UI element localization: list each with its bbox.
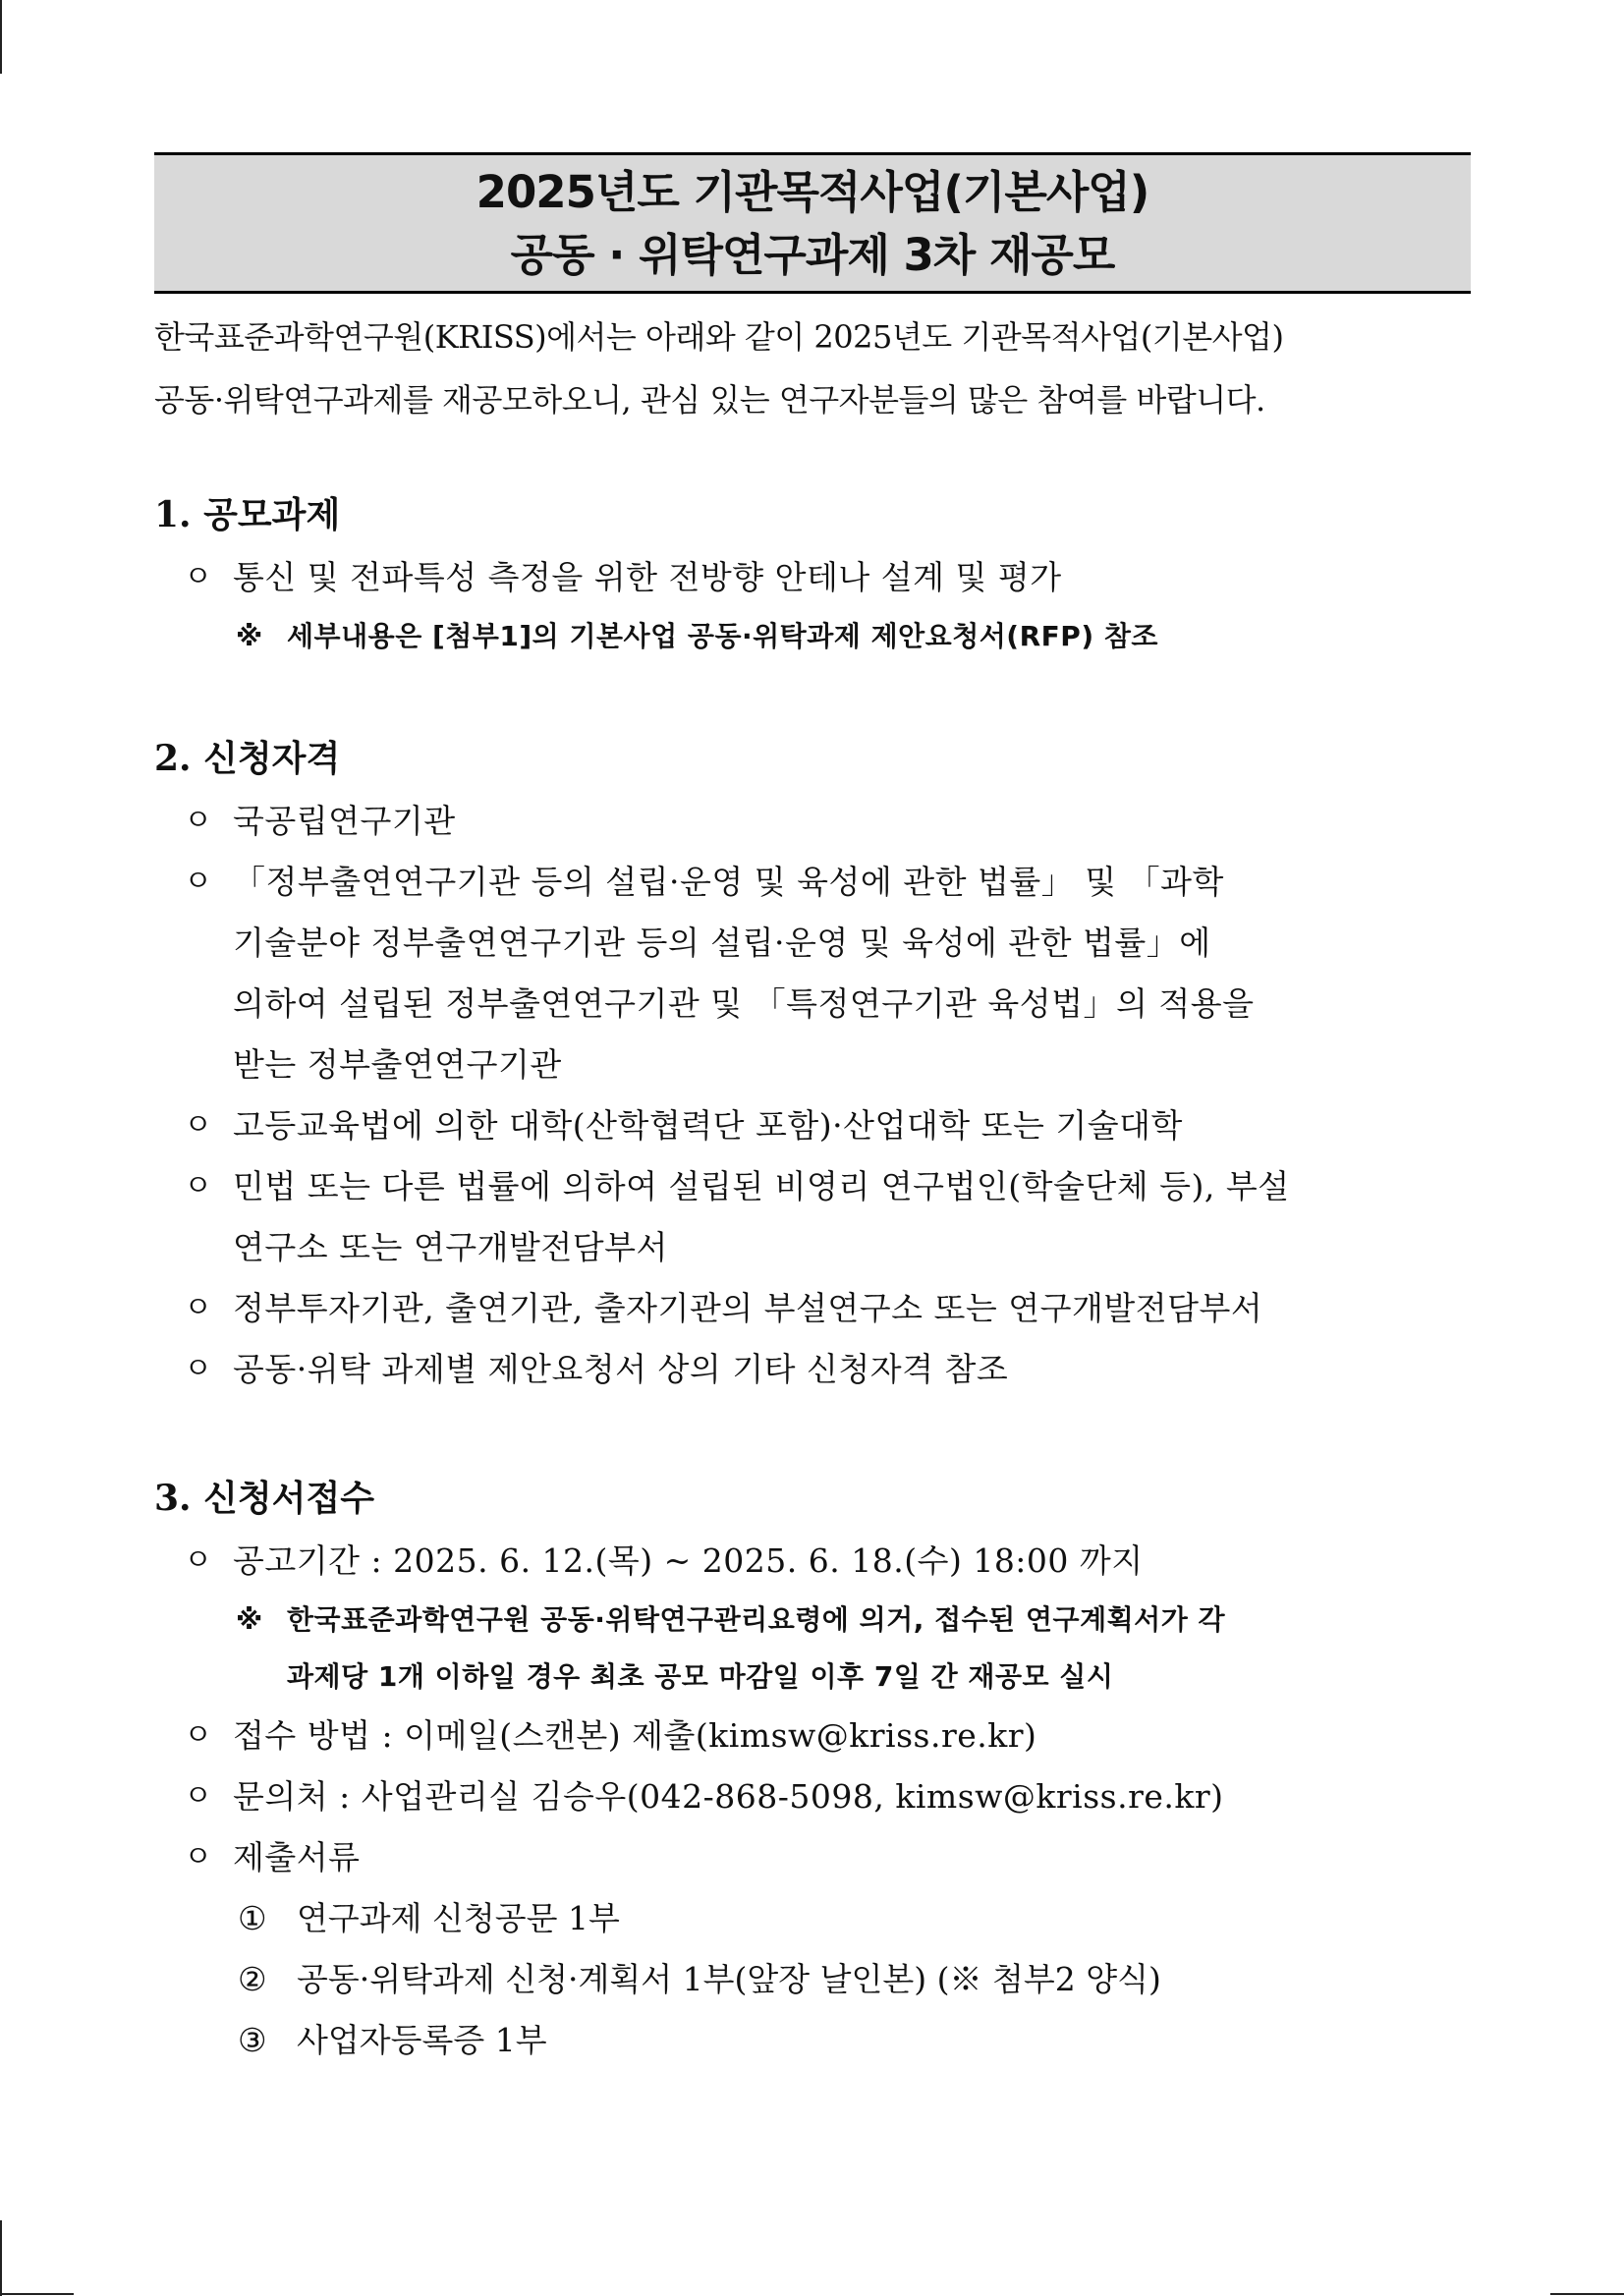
- item-text-line-3: 의하여 설립된 정부출연연구기관 및 「특정연구기관 육성법」의 적용을: [233, 984, 1255, 1023]
- bullet-icon: ㅇ: [184, 1779, 213, 1814]
- section-3-title: 3. 신청서접수: [154, 1478, 374, 1519]
- section-2-item-1: [154, 791, 1471, 852]
- item-text-line-4: 받는 정부출연연구기관: [233, 1045, 562, 1084]
- circled-number-2: ②: [238, 1960, 267, 1998]
- document-page: [154, 152, 1471, 2071]
- item-text: 고등교육법에 의한 대학(산학협력단 포함)·산업대학 또는 기술대학: [233, 1106, 1183, 1145]
- document-item-text: 연구과제 신청공문 1부: [297, 1899, 620, 1937]
- intro-line-2: 공동·위탁연구과제를 재공모하오니, 관심 있는 연구자분들의 많은 참여를 바랍니다.: [154, 381, 1265, 419]
- section-2-item-4: [154, 1156, 1471, 1278]
- bullet-icon: ㅇ: [184, 865, 213, 899]
- corner-mark-bottom-left: [0, 2220, 2, 2296]
- document-title: [154, 152, 1471, 294]
- item-text: 국공립연구기관: [233, 802, 456, 840]
- item-text-line-1: 민법 또는 다른 법률에 의하여 설립된 비영리 연구법인(학술단체 등), 부설: [233, 1167, 1290, 1205]
- document-list-item: [154, 2010, 1471, 2071]
- section-3-note: [154, 1592, 1471, 1706]
- section-1-title: 1. 공모과제: [154, 494, 341, 535]
- document-list-item: [154, 1949, 1471, 2010]
- document-item-text: 공동·위탁과제 신청·계획서 1부(앞장 날인본) (※ 첨부2 양식): [297, 1960, 1161, 1998]
- bullet-icon: ㅇ: [184, 1291, 213, 1325]
- item-text-line-2: 연구소 또는 연구개발전담부서: [233, 1228, 668, 1266]
- intro-line-1: 한국표준과학연구원(KRISS)에서는 아래와 같이 2025년도 기관목적사업(기본사업): [154, 318, 1284, 356]
- bullet-icon: ㅇ: [184, 560, 213, 594]
- circled-number-1: ①: [238, 1899, 267, 1937]
- note-text-line-2: 과제당 1개 이하일 경우 최초 공모 마감일 이후 7일 간 재공모 실시: [287, 1660, 1114, 1693]
- section-2-item-3: [154, 1095, 1471, 1156]
- title-line-2: 공동 · 위탁연구과제 3차 재공모: [510, 229, 1115, 281]
- section-2-item-5: [154, 1278, 1471, 1339]
- section-3-period: [154, 1531, 1471, 1592]
- documents-label: 제출서류: [233, 1838, 361, 1876]
- circled-number-3: ③: [238, 2021, 267, 2059]
- corner-mark-bottom-left-h: [0, 2293, 74, 2295]
- section-3-documents: [154, 1827, 1471, 1888]
- section-3-method: [154, 1706, 1471, 1766]
- title-line-1: 2025년도 기관목적사업(기본사업): [476, 166, 1149, 218]
- note-mark-icon: ※: [236, 620, 263, 652]
- item-text: 정부투자기관, 출연기관, 출자기관의 부설연구소 또는 연구개발전담부서: [233, 1289, 1263, 1327]
- method-text: 접수 방법 : 이메일(스캔본) 제출(kimsw@kriss.re.kr): [233, 1716, 1037, 1755]
- corner-mark-top-left: [0, 0, 2, 74]
- bullet-icon: ㅇ: [184, 1352, 213, 1386]
- document-item-text: 사업자등록증 1부: [297, 2021, 547, 2059]
- section-1-note: [154, 608, 1471, 665]
- corner-mark-bottom-right: [1550, 2293, 1624, 2295]
- bullet-icon: ㅇ: [184, 1543, 213, 1578]
- bullet-icon: ㅇ: [184, 804, 213, 838]
- item-text: 공동·위탁 과제별 제안요청서 상의 기타 신청자격 참조: [233, 1350, 1009, 1388]
- section-2-item-6: [154, 1339, 1471, 1400]
- note-text: 세부내용은 [첨부1]의 기본사업 공동·위탁과제 제안요청서(RFP) 참조: [287, 620, 1158, 652]
- section-3-contact: [154, 1766, 1471, 1827]
- item-text-line-2: 기술분야 정부출연연구기관 등의 설립·운영 및 육성에 관한 법률」에: [233, 924, 1211, 962]
- document-list-item: [154, 1888, 1471, 1949]
- item-text-line-1: 「정부출연연구기관 등의 설립·운영 및 육성에 관한 법률」 및 「과학: [233, 863, 1224, 901]
- bullet-icon: ㅇ: [184, 1169, 213, 1204]
- bullet-icon: ㅇ: [184, 1718, 213, 1753]
- section-2-item-2: [154, 852, 1471, 1095]
- section-1-item: [154, 547, 1471, 608]
- item-text: 통신 및 전파특성 측정을 위한 전방향 안테나 설계 및 평가: [233, 558, 1062, 596]
- section-2-title: 2. 신청자격: [154, 738, 341, 779]
- intro-paragraph: [154, 306, 1471, 431]
- period-text: 공고기간 : 2025. 6. 12.(목) ~ 2025. 6. 18.(수) 18:00 까지: [233, 1541, 1144, 1580]
- note-mark-icon: ※: [236, 1603, 263, 1636]
- contact-text: 문의처 : 사업관리실 김승우(042-868-5098, kimsw@kriss.re.kr): [233, 1777, 1224, 1816]
- note-text-line-1: 한국표준과학연구원 공동·위탁연구관리요령에 의거, 접수된 연구계획서가 각: [287, 1603, 1226, 1636]
- bullet-icon: ㅇ: [184, 1840, 213, 1875]
- bullet-icon: ㅇ: [184, 1108, 213, 1143]
